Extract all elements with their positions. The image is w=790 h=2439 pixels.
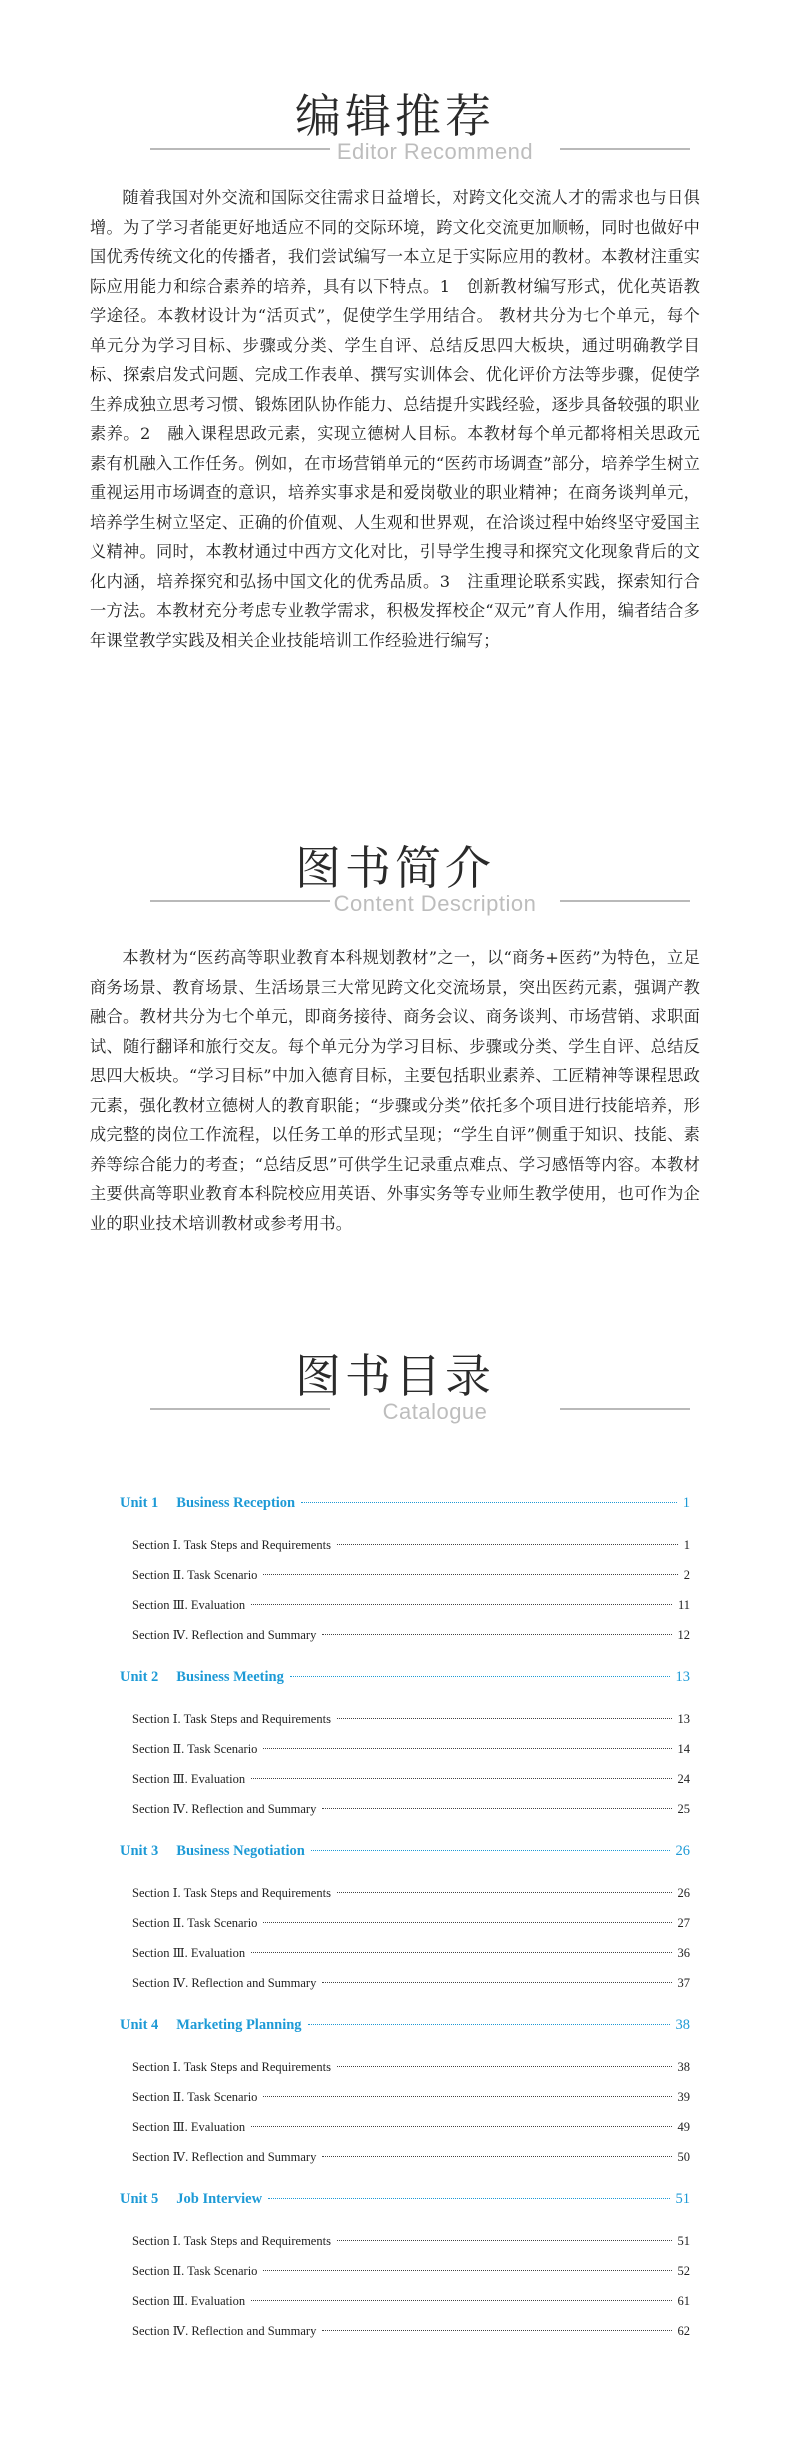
toc-section-label: Section Ⅱ. Task Scenario [132,1568,258,1582]
toc-leader-dots [337,2240,672,2241]
catalogue-title: 图书目录 [295,1349,495,1403]
toc-section-page: 51 [677,2234,690,2248]
toc-section-row[interactable] [120,1945,690,1975]
toc-leader-dots [263,1922,671,1923]
toc-section-label: Section Ⅳ. Reflection and Summary [132,1976,317,1990]
toc-section-page: 14 [677,1742,690,1756]
toc-section-row[interactable] [120,2119,690,2149]
toc-section-label: Section Ⅰ. Task Steps and Requirements [132,2060,331,2074]
toc-section-page: 26 [677,1886,690,1900]
toc-section-row[interactable] [120,1741,690,1771]
toc-leader-dots [251,1604,672,1605]
toc-section-label: Section Ⅱ. Task Scenario [132,2090,258,2104]
toc-leader-dots [251,2300,671,2301]
toc-unit-label: Unit 3 Business Negotiation [120,1843,305,1859]
toc-section-page: 39 [677,2090,690,2104]
toc-section-row[interactable] [120,2233,690,2263]
editor-text: 随着我国对外交流和国际交往需求日益增长，对跨文化交流人才的需求也与日俱增。为了学习者能更好地适应不同的交际环境，跨文化交流更加顺畅，同时也做好中国优秀传统文化的传播者，我们尝试编写一本立足于实际应用的教材。本教材注重实际应用能力和综合素养的培养，具有以下特点。1 创新教材编写形式，优化英语教学途径。本教材设计为“活页式”，促使学生学用结合。 教材共分为七个单元，每个单元分为学习目标、步骤或分类、学生自评、总结反思四大板块，通过明确教学目标、探索启发式问题、完成工作表单、撰写实训体会、优化评价方法等步骤，促使学生养成独立思考习惯、锻炼团队协作能力、总结提升实践经验，逐步具备较强的职业素养。2 融入课程思政元素，实现立德树人目标。本教材每个单元都将相关思政元素有机融入工作任务。例如，在市场营销单元的“医药市场调查”部分，培养学生树立重视运用市场调查的意识，培养实事求是和爱岗敬业的职业精神；在商务谈判单元，培养学生树立坚定、正确的价值观、人生观和世界观，在洽谈过程中始终坚守爱国主义精神。同时，本教材通过中西方文化对比，引导学生搜寻和探究文化现象背后的文化内涵，培养探究和弘扬中国文化的优秀品质。3 注重理论联系实践，探索知行合一方法。本教材充分考虑专业教学需求，积极发挥校企“双元”育人作用，编者结合多年课堂教学实践及相关企业技能培训工作经验进行编写； [90,188,700,650]
toc-section-row[interactable] [120,2089,690,2119]
toc-leader-dots [308,2024,670,2025]
toc-unit-label: Unit 4 Marketing Planning [120,2017,302,2033]
toc-section-label: Section Ⅰ. Task Steps and Requirements [132,1712,331,1726]
toc-section-label: Section Ⅳ. Reflection and Summary [132,2150,317,2164]
toc-leader-dots [322,1982,671,1983]
toc-section-label: Section Ⅲ. Evaluation [132,1946,246,1960]
toc-unit-block [120,1843,690,2005]
toc-section-row[interactable] [120,1711,690,1741]
toc-section-row[interactable] [120,1627,690,1657]
toc-unit-row[interactable] [120,1495,690,1525]
toc-section-row[interactable] [120,2323,690,2353]
toc-section-page: 25 [677,1802,690,1816]
editor-subtitle: Editor Recommend [336,139,534,164]
intro-text: 本教材为“医药高等职业教育本科规划教材”之一，以“商务+医药”为特色，立足商务场景、教育场景、生活场景三大常见跨文化交流场景，突出医药元素，强调产教融合。教材共分为七个单元，即商务接待、商务会议、商务谈判、市场营销、求职面试、随行翻译和旅行交友。每个单元分为学习目标、步骤或分类、学生自评、总结反思四大板块。“学习目标”中加入德育目标，主要包括职业素养、工匠精神等课程思政元素，强化教材立德树人的教育职能；“步骤或分类”依托多个项目进行技能培养，形成完整的岗位工作流程，以任务工单的形式呈现；“学生自评”侧重于知识、技能、素养等综合能力的考查；“总结反思”可供学生记录重点难点、学习感悟等内容。本教材主要供高等职业教育本科院校应用英语、外事实务等专业师生教学使用，也可作为企业的职业技术培训教材或参考用书。 [90,948,700,1233]
toc-unit-block [120,2017,690,2179]
toc-leader-dots [268,2198,669,2199]
toc-section-row[interactable] [120,1537,690,1567]
toc-leader-dots [337,1892,672,1893]
toc-section-page: 38 [677,2060,690,2074]
toc-section-page: 12 [677,1628,690,1642]
toc-unit-row[interactable] [120,2191,690,2221]
toc-section-row[interactable] [120,1567,690,1597]
toc-section-label: Section Ⅰ. Task Steps and Requirements [132,1538,331,1552]
toc-leader-dots [301,1502,677,1503]
toc-leader-dots [263,2270,671,2271]
toc-unit-label: Unit 5 Job Interview [120,2191,263,2207]
intro-section-header [0,840,790,940]
toc-leader-dots [322,2330,671,2331]
toc-unit-page: 38 [675,2017,690,2033]
toc-section-label: Section Ⅱ. Task Scenario [132,1742,258,1756]
toc-leader-dots [337,1718,672,1719]
toc-leader-dots [251,2126,671,2127]
toc-leader-dots [337,2066,672,2067]
toc-section-label: Section Ⅲ. Evaluation [132,1598,246,1612]
toc-unit-label: Unit 2 Business Meeting [120,1669,284,1685]
toc-section-row[interactable] [120,1771,690,1801]
toc-section-list [120,1711,690,1831]
toc-leader-dots [322,2156,671,2157]
toc-section-page: 62 [677,2324,690,2338]
toc-section-label: Section Ⅰ. Task Steps and Requirements [132,1886,331,1900]
toc-unit-block [120,2191,690,2353]
toc-section-page: 36 [677,1946,690,1960]
toc-section-label: Section Ⅱ. Task Scenario [132,2264,258,2278]
toc-unit-page: 26 [675,1843,690,1859]
toc-section-page: 2 [683,1568,690,1582]
toc-section-page: 50 [677,2150,690,2164]
toc-section-row[interactable] [120,1915,690,1945]
toc-leader-dots [290,1676,670,1677]
toc-unit-row[interactable] [120,1843,690,1873]
toc-section-row[interactable] [120,2149,690,2179]
toc-section-list [120,2059,690,2179]
toc-section-label: Section Ⅳ. Reflection and Summary [132,1628,317,1642]
editor-section-header [0,88,790,188]
toc-section-list [120,2233,690,2353]
toc-unit-row[interactable] [120,2017,690,2047]
toc-section-page: 61 [677,2294,690,2308]
toc-section-list [120,1885,690,2005]
toc-section-page: 11 [677,1598,690,1612]
toc-section-row[interactable] [120,1885,690,1915]
toc-section-label: Section Ⅲ. Evaluation [132,1772,246,1786]
toc-section-label: Section Ⅳ. Reflection and Summary [132,2324,317,2338]
toc-section-page: 37 [677,1976,690,1990]
toc-leader-dots [337,1544,678,1545]
toc-unit-page: 1 [682,1495,690,1511]
toc-leader-dots [251,1778,671,1779]
toc-section-label: Section Ⅲ. Evaluation [132,2120,246,2134]
toc-section-page: 52 [677,2264,690,2278]
toc-leader-dots [322,1634,671,1635]
toc-section-page: 49 [677,2120,690,2134]
toc-section-row[interactable] [120,2293,690,2323]
toc-section-page: 13 [677,1712,690,1726]
toc-leader-dots [263,1574,677,1575]
intro-title: 图书简介 [295,841,495,895]
table-of-contents [120,1495,690,2365]
toc-leader-dots [263,1748,671,1749]
toc-section-page: 1 [683,1538,690,1552]
toc-unit-page: 51 [675,2191,690,2207]
toc-section-label: Section Ⅰ. Task Steps and Requirements [132,2234,331,2248]
toc-unit-block [120,1669,690,1831]
toc-section-label: Section Ⅱ. Task Scenario [132,1916,258,1930]
toc-unit-page: 13 [675,1669,690,1685]
toc-section-row[interactable] [120,2059,690,2089]
toc-section-label: Section Ⅲ. Evaluation [132,2294,246,2308]
catalogue-section-header [0,1348,790,1448]
toc-section-row[interactable] [120,1801,690,1831]
toc-unit-block [120,1495,690,1657]
catalogue-subtitle: Catalogue [382,1399,488,1424]
toc-section-label: Section Ⅳ. Reflection and Summary [132,1802,317,1816]
toc-leader-dots [251,1952,671,1953]
toc-section-page: 27 [677,1916,690,1930]
toc-section-list [120,1537,690,1657]
editor-title: 编辑推荐 [295,89,495,143]
toc-section-row[interactable] [120,2263,690,2293]
toc-unit-row[interactable] [120,1669,690,1699]
toc-section-row[interactable] [120,1975,690,2005]
toc-section-page: 24 [677,1772,690,1786]
toc-unit-label: Unit 1 Business Reception [120,1495,296,1511]
intro-subtitle: Content Description [333,891,537,916]
toc-section-row[interactable] [120,1597,690,1627]
toc-leader-dots [322,1808,671,1809]
toc-leader-dots [311,1850,670,1851]
toc-leader-dots [263,2096,671,2097]
